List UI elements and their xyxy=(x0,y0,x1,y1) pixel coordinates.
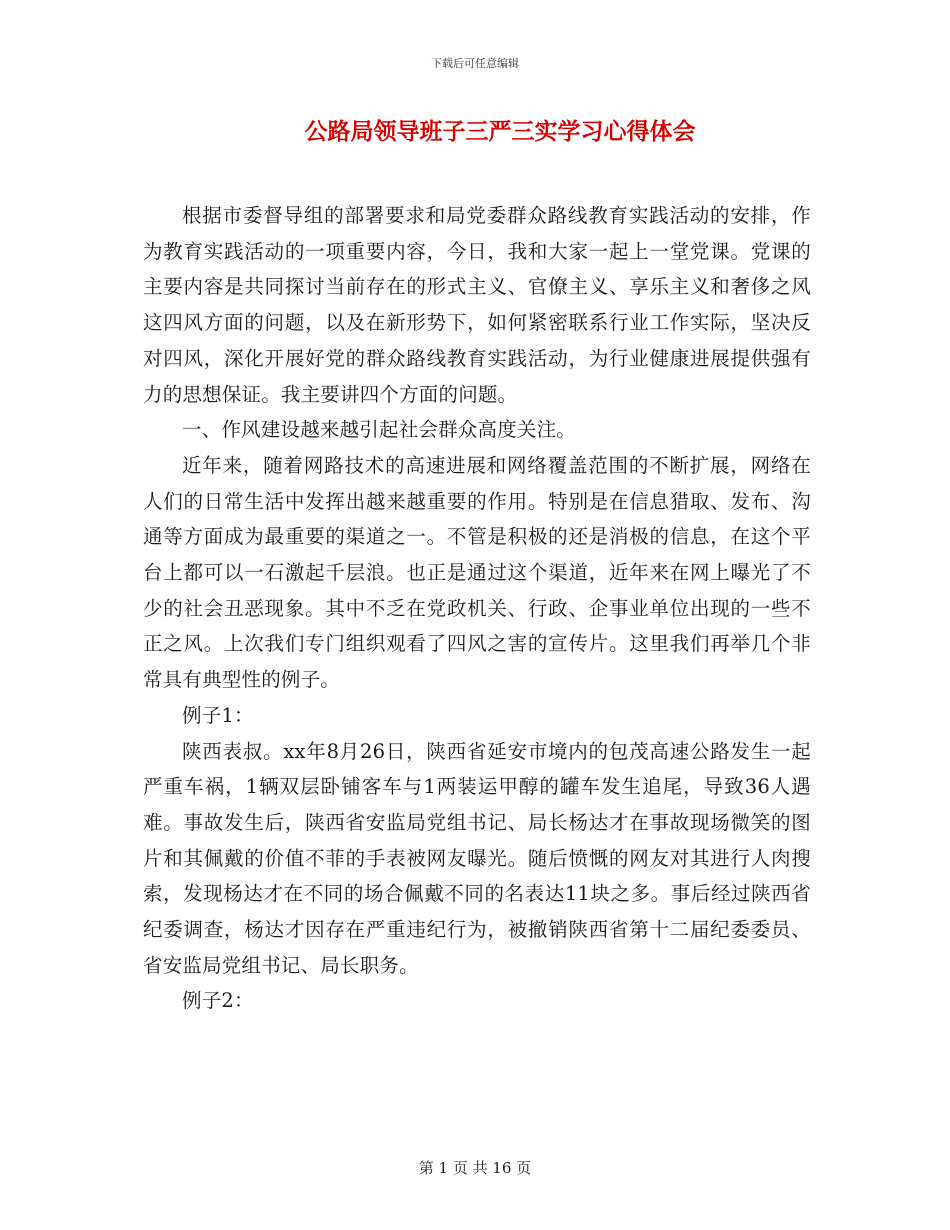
paragraph-example-1-label: 例子1： xyxy=(182,703,254,727)
paragraph-intro: 根据市委督导组的部署要求和局党委群众路线教育实践活动的安排，作为教育实践活动的一项重要内容，今日，我和大家一起上一堂党课。党课的主要内容是共同探讨当前存在的形式主义、官僚主义、享乐主义和奢侈之风这四风方面的问题，以及在新形势下，如何紧密联系行业工作实际，坚决反对四风，深化开展好党的群众路线教育实践活动，为行业健康进展提供强有力的思想保证。我主要讲四个方面的问题。 xyxy=(143,204,811,406)
page-footer: 第 1 页 共 16 页 xyxy=(418,1159,532,1177)
paragraph-example-2-label: 例子2： xyxy=(182,989,254,1013)
document-body xyxy=(143,198,811,1019)
paragraph-example-1: 陕西表叔。xx年8月26日，陕西省延安市境内的包茂高速公路发生一起严重车祸，1辆双层卧铺客车与1两装运甲醇的罐车发生追尾，导致36人遇难。事故发生后，陕西省安监局党组书记、局长杨达才在事故现场微笑的图片和其佩戴的价值不菲的手表被网友曝光。随后愤慨的网友对其进行人肉搜索，发现杨达才在不同的场合佩戴不同的名表达11块之多。事后经过陕西省纪委调查，杨达才因存在严重违纪行为，被撤销陕西省第十二届纪委委员、省安监局党组书记、局长职务。 xyxy=(143,739,811,977)
paragraph-background: 近年来，随着网路技术的高速进展和网络覆盖范围的不断扩展，网络在人们的日常生活中发挥出越来越重要的作用。特别是在信息猎取、发布、沟通等方面成为最重要的渠道之一。不管是积极的还是消极的信息，在这个平台上都可以一石激起千层浪。也正是通过这个渠道，近年来在网上曝光了不少的社会丑恶现象。其中不乏在党政机关、行政、企事业单位出现的一些不正之风。上次我们专门组织观看了四风之害的宣传片。这里我们再举几个非常具有典型性的例子。 xyxy=(143,453,811,692)
document-title: 公路局领导班子三严三实学习心得体会 xyxy=(304,118,696,145)
page-header: 下载后可任意编辑 xyxy=(431,57,519,70)
paragraph-section-heading: 一、作风建设越来越引起社会群众高度关注。 xyxy=(182,418,577,442)
